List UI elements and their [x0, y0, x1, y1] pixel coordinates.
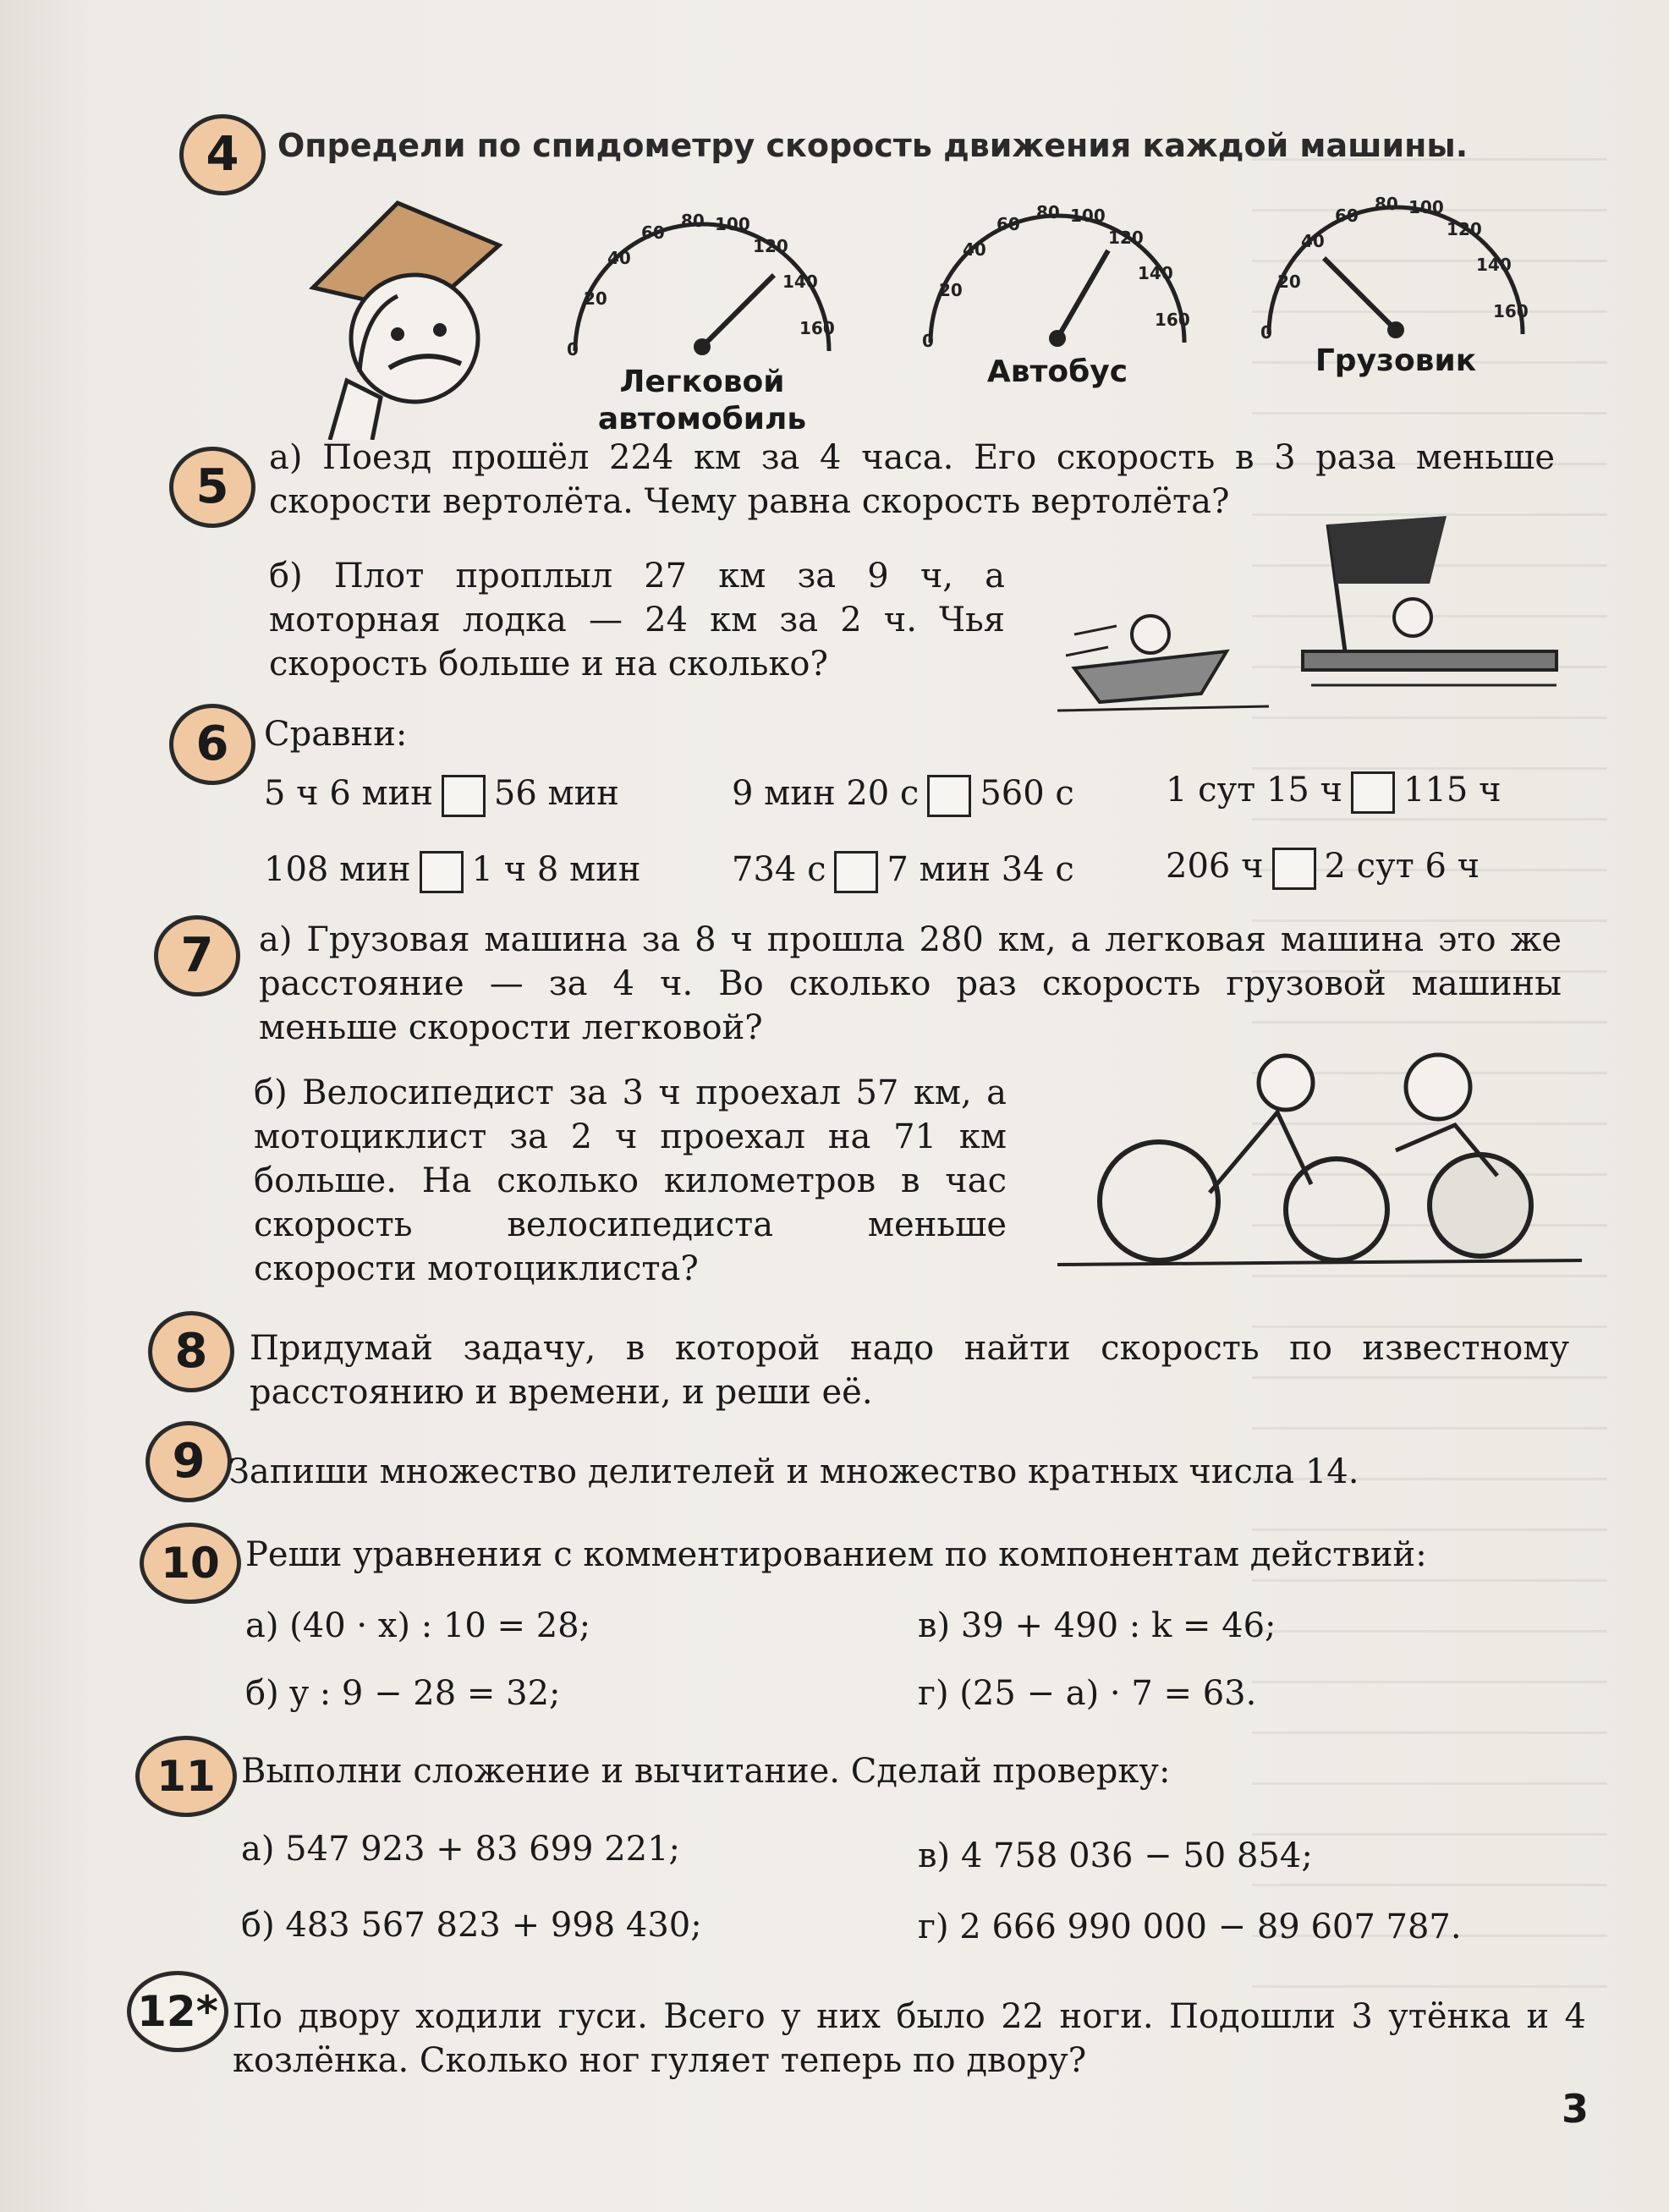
gauge-tick: 20	[1277, 272, 1301, 292]
gauge-tick: 80	[1036, 202, 1060, 222]
compare-right: 7 мин 34 с	[887, 850, 1074, 889]
compare-left: 1 сут 15 ч	[1166, 771, 1343, 810]
gauge-tick: 60	[641, 222, 665, 243]
compare-right: 115 ч	[1403, 771, 1502, 810]
compare-left: 9 мин 20 с	[732, 774, 920, 813]
gauge-tick: 0	[922, 331, 934, 351]
cyclist-and-motorcyclist-illustration	[1057, 1032, 1582, 1286]
task-11-number: 11	[135, 1736, 237, 1817]
gauge-label-truck: Грузовик	[1315, 343, 1477, 378]
compare-left: 734 с	[732, 850, 826, 889]
compare-box[interactable]	[442, 775, 486, 817]
compare-left: 5 ч 6 мин	[264, 774, 433, 813]
task-7b-text: б) Велосипедист за 3 ч проехал 57 км, а мотоциклист за 2 ч проехал на 71 км больше. На сколько километров в час скорость велосипедиста меньше скорости мотоциклиста?	[254, 1073, 1007, 1288]
compare-item	[264, 848, 640, 893]
task-10-number: 10	[140, 1523, 241, 1604]
task-4-number: 4	[179, 114, 266, 195]
task-5a-text: а) Поезд прошёл 224 км за 4 часа. Его скорость в 3 раза меньше скорости вертолёта. Чему равна скорость вертолёта?	[269, 438, 1555, 521]
compare-item	[732, 848, 1074, 893]
gauge-tick: 120	[753, 236, 788, 256]
compare-left: 108 мин	[264, 850, 411, 889]
compare-item	[732, 771, 1074, 817]
equation-a: а) (40 · x) : 10 = 28;	[245, 1606, 591, 1645]
compare-item	[1166, 844, 1480, 890]
gauge-tick: 100	[1070, 206, 1106, 226]
gauge-tick: 0	[567, 339, 579, 360]
gauge-label-car: Легковой автомобиль	[597, 365, 807, 436]
compare-right: 56 мин	[493, 774, 619, 813]
compare-left: 206 ч	[1166, 847, 1264, 886]
task-8-text: Придумай задачу, в которой надо найти скорость по известному расстоянию и времени, и реши её.	[250, 1329, 1569, 1412]
task-9-text: Запиши множество делителей и множество кратных числа 14.	[228, 1452, 1359, 1491]
task-6-title: Сравни:	[264, 715, 408, 754]
compare-item	[264, 771, 619, 817]
gauge-needle	[1057, 250, 1108, 338]
gauge-tick: 20	[584, 288, 607, 309]
gauge-tick: 140	[782, 272, 818, 292]
gauge-tick: 40	[607, 248, 631, 268]
gauge-needle	[702, 275, 774, 347]
gauge-tick: 80	[681, 211, 705, 231]
equation-b: б) y : 9 − 28 = 32;	[245, 1674, 561, 1713]
gauge-tick: 160	[1155, 310, 1190, 330]
compare-box[interactable]	[1272, 848, 1316, 890]
gauge-tick: 120	[1108, 228, 1144, 248]
gauge-tick: 20	[939, 280, 963, 300]
gauge-tick: 100	[1408, 197, 1444, 217]
gauge-tick: 60	[1335, 206, 1359, 226]
gauge-tick: 140	[1138, 263, 1173, 283]
compare-box[interactable]	[834, 851, 878, 893]
navigator-illustration	[279, 186, 533, 440]
task-11-text: Выполни сложение и вычитание. Сделай проверку:	[241, 1752, 1171, 1791]
speedometer-bus	[897, 169, 1218, 372]
gauge-tick: 120	[1447, 219, 1482, 239]
boat-and-raft-illustration	[1057, 508, 1565, 727]
compare-right: 2 сут 6 ч	[1324, 847, 1480, 886]
task-12-text: По двору ходили гуси. Всего у них было 22 ноги. Подошли 3 утёнка и 4 козлёнка. Сколько ног гуляет теперь по двору?	[233, 1997, 1586, 2080]
task-5-number: 5	[169, 447, 255, 528]
expression-a: а) 547 923 + 83 699 221;	[241, 1830, 681, 1869]
gauge-needle	[1324, 258, 1396, 330]
task-5b-text: б) Плот проплыл 27 км за 9 ч, а моторная лодка — 24 км за 2 ч. Чья скорость больше и на сколько?	[269, 557, 1005, 683]
gauge-tick: 40	[963, 239, 986, 260]
compare-box[interactable]	[927, 775, 971, 817]
gauge-tick: 160	[799, 318, 835, 338]
compare-box[interactable]	[1351, 771, 1395, 814]
gauge-label-bus: Автобус	[986, 354, 1128, 389]
expression-v: в) 4 758 036 − 50 854;	[918, 1836, 1313, 1875]
task-4-text: Определи по спидометру скорость движения каждой машины.	[277, 127, 1469, 164]
task-6-number: 6	[169, 704, 255, 785]
task-10-text: Реши уравнения с комментированием по компонентам действий:	[245, 1535, 1427, 1574]
speedometer-car	[541, 178, 863, 381]
gauge-tick: 100	[715, 214, 750, 234]
gauge-tick: 80	[1375, 194, 1398, 214]
compare-item	[1166, 768, 1502, 814]
gauge-tick: 40	[1301, 231, 1325, 251]
page-number: 3	[1561, 2086, 1589, 2132]
expression-g: г) 2 666 990 000 − 89 607 787.	[918, 1907, 1462, 1946]
task-8-number: 8	[148, 1311, 234, 1392]
gauge-tick: 60	[996, 214, 1020, 234]
gauge-tick: 0	[1260, 322, 1272, 343]
compare-right: 1 ч 8 мин	[471, 850, 641, 889]
task-12-number: 12*	[127, 1971, 228, 2052]
task-7a-text: а) Грузовая машина за 8 ч прошла 280 км, а легковая машина это же расстояние — за 4 ч. Во сколько раз скорость грузовой машины меньше скорости легковой?	[259, 920, 1562, 1047]
expression-b: б) 483 567 823 + 998 430;	[241, 1906, 702, 1945]
equation-v: в) 39 + 490 : k = 46;	[918, 1606, 1276, 1645]
task-7-number: 7	[154, 915, 240, 996]
compare-box[interactable]	[420, 851, 464, 893]
speedometer-truck	[1235, 161, 1556, 364]
compare-right: 560 с	[980, 774, 1074, 813]
task-9-number: 9	[145, 1421, 232, 1502]
gauge-tick: 140	[1476, 255, 1512, 275]
equation-g: г) (25 − a) · 7 = 63.	[918, 1674, 1257, 1713]
gauge-tick: 160	[1493, 301, 1529, 321]
